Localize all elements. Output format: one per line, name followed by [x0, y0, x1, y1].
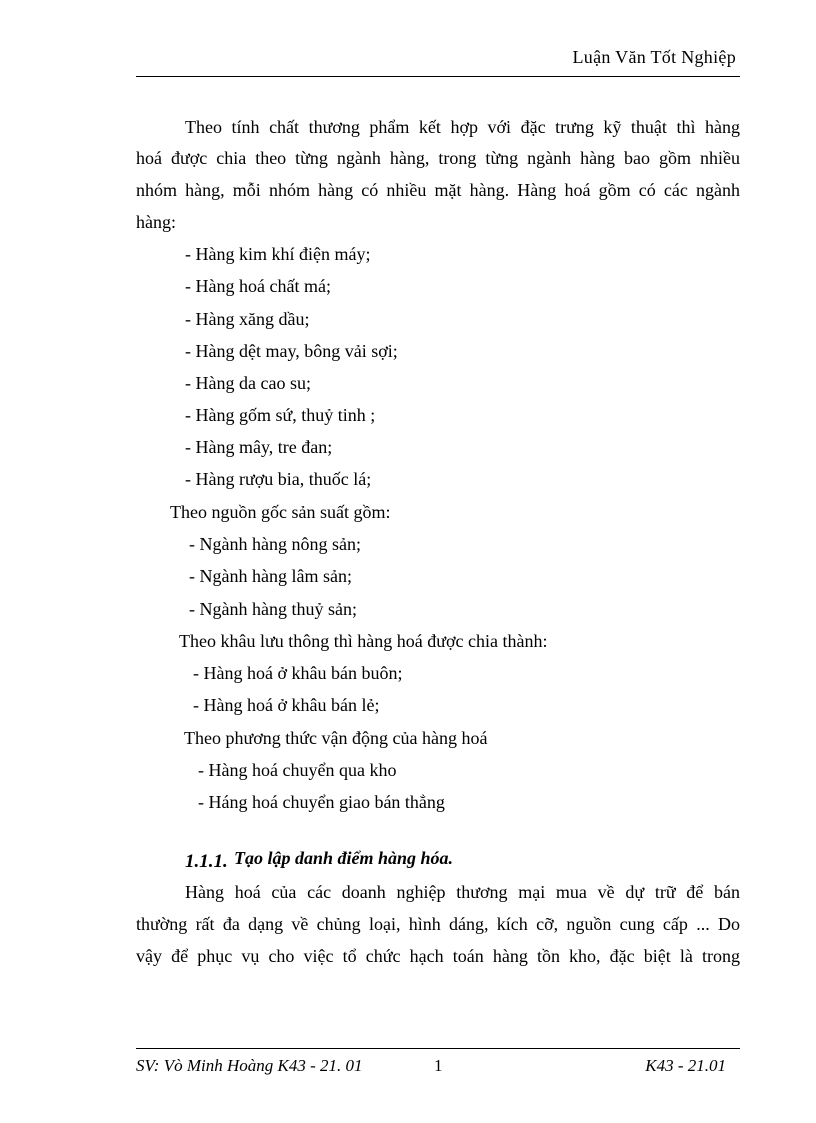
page-number: 1: [434, 1056, 443, 1075]
intro-line-4: hàng:: [136, 212, 176, 232]
list-item: - Hàng xăng dầu;: [185, 309, 310, 329]
list-item: - Hàng hoá ở khâu bán lẻ;: [193, 695, 380, 715]
movement-heading: Theo phương thức vận động của hàng hoá: [184, 728, 488, 748]
closing-line-1: Hàng hoá của các doanh nghiệp thương mại mua về dự trữ để bán: [185, 882, 740, 902]
closing-line-2: thường rất đa dạng về chủng loại, hình dáng, kích cỡ, nguồn cung cấp ... Do: [136, 914, 740, 934]
list-item: - Hàng dệt may, bông vải sợi;: [185, 341, 398, 361]
list-item: - Hàng gốm sứ, thuỷ tinh ;: [185, 405, 376, 425]
closing-line-3: vậy để phục vụ cho việc tổ chức hạch toán hàng tồn kho, đặc biệt là trong: [136, 946, 740, 966]
list-item: - Hàng mây, tre đan;: [185, 437, 333, 457]
header-title: Luận Văn Tốt Nghiệp: [572, 47, 736, 67]
list-item: - Hàng kim khí điện máy;: [185, 244, 371, 264]
list-item: - Hàng da cao su;: [185, 373, 311, 393]
section-title: Tạo lập danh điểm hàng hóa.: [234, 848, 454, 868]
intro-line-3: nhóm hàng, mỗi nhóm hàng có nhiều mặt hàng. Hàng hoá gồm có các ngành: [136, 180, 740, 200]
list-item: - Hàng hoá ở khâu bán buôn;: [193, 663, 403, 683]
intro-line-1: Theo tính chất thương phẩm kết hợp với đặc trưng kỹ thuật thì hàng: [185, 117, 740, 137]
list-item: - Háng hoá chuyển giao bán thẳng: [198, 792, 445, 812]
list-item: - Ngành hàng nông sản;: [189, 534, 361, 554]
footer-class-code: K43 - 21.01: [645, 1056, 726, 1075]
footer-divider: [136, 1048, 740, 1049]
intro-line-2: hoá được chia theo từng ngành hàng, trong từng ngành hàng bao gồm nhiều: [136, 148, 740, 168]
section-number: 1.1.1.: [185, 851, 228, 872]
origin-heading: Theo nguồn gốc sản suất gồm:: [170, 502, 391, 522]
footer-author: SV: Vò Minh Hoàng K43 - 21. 01: [136, 1056, 363, 1075]
header-divider: [136, 76, 740, 77]
list-item: - Ngành hàng lâm sản;: [189, 566, 352, 586]
list-item: - Hàng hoá chuyển qua kho: [198, 760, 397, 780]
circulation-heading: Theo khâu lưu thông thì hàng hoá được chia thành:: [179, 631, 548, 651]
list-item: - Hàng hoá chất má;: [185, 276, 331, 296]
list-item: - Ngành hàng thuỷ sản;: [189, 599, 357, 619]
list-item: - Hàng rượu bia, thuốc lá;: [185, 469, 372, 489]
